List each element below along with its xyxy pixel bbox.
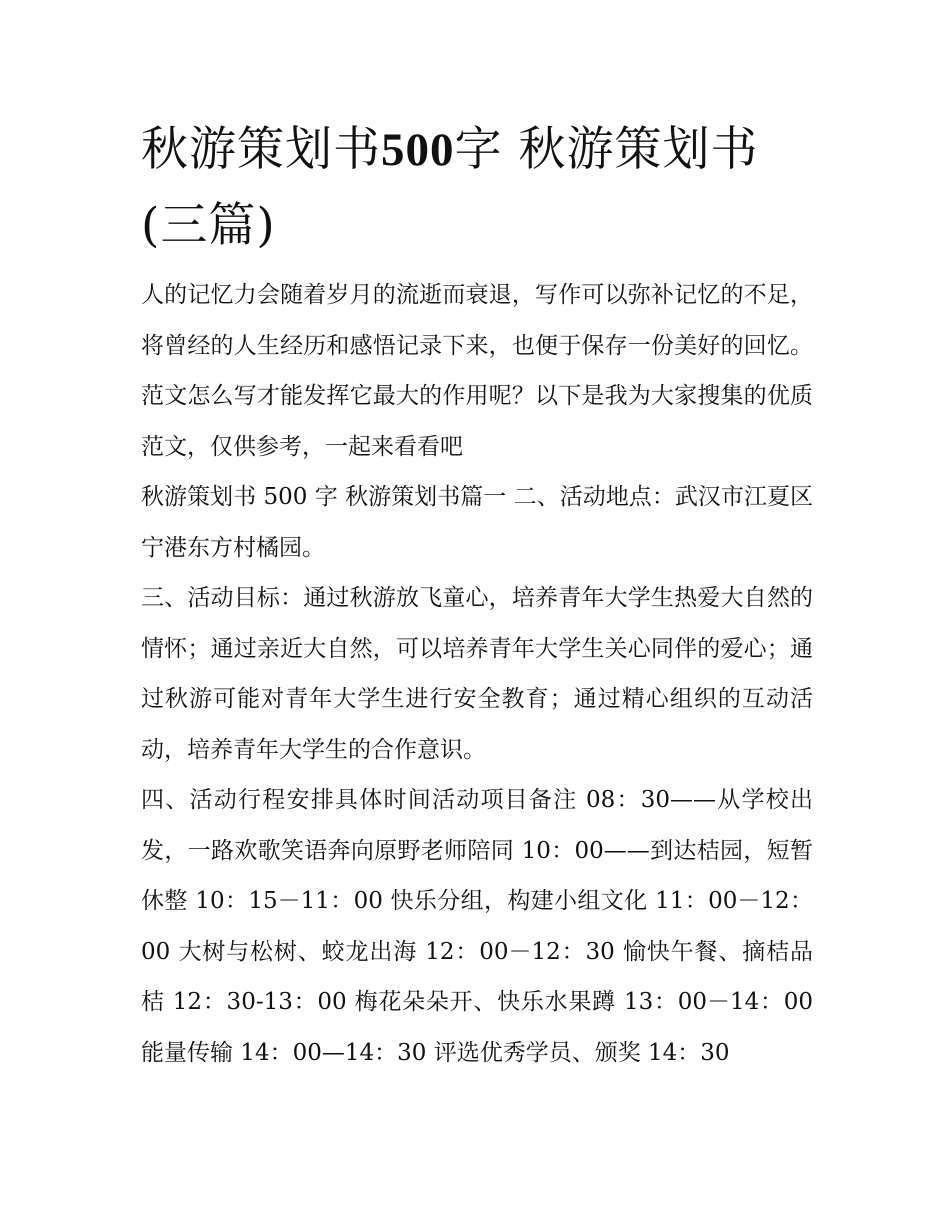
- document-page: [141, 112, 813, 1078]
- title-number: 500: [381, 124, 455, 176]
- schedule-paragraph: 四、活动行程安排具体时间活动项目备注 08：30——从学校出发，一路欢歌笑语奔向原野老师陪同 10：00——到达桔园，短暂休整 10：15－11：00 快乐分组，构建小组文化 11：00－12：00 大树与松树、蛟龙出海 12：00－12：30 愉快午餐、摘桔品桔 12：30-13：00 梅花朵朵开、快乐水果蹲 13：00－14：00 能量传输 14：00—14：30 评选优秀学员、颁奖 14：30: [141, 787, 813, 1066]
- document-title: [141, 112, 813, 264]
- goals-paragraph: 三、活动目标：通过秋游放飞童心，培养青年大学生热爱大自然的情怀；通过亲近大自然，可以培养青年大学生关心同伴的爱心；通过秋游可能对青年大学生进行安全教育；通过精心组织的互动活动，培养青年大学生的合作意识。: [141, 585, 813, 763]
- intro-paragraph: 人的记忆力会随着岁月的流逝而衰退，写作可以弥补记忆的不足，将曾经的人生经历和感悟记录下来，也便于保存一份美好的回忆。范文怎么写才能发挥它最大的作用呢？以下是我为大家搜集的优质范文，仅供参考，一起来看看吧: [141, 282, 813, 460]
- title-text-2: 字 秋游策划书(三篇): [141, 122, 759, 253]
- title-text-1: 秋游策划书: [141, 122, 381, 177]
- location-paragraph: 秋游策划书 500 字 秋游策划书篇一 二、活动地点：武汉市江夏区宁港东方村橘园。: [141, 484, 813, 561]
